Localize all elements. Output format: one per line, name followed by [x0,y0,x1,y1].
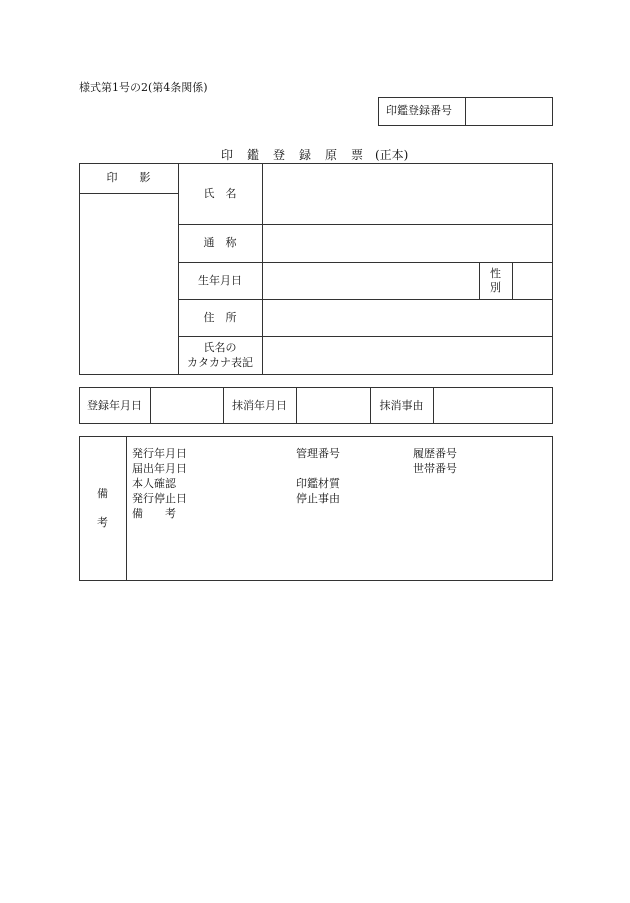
seal-impression-area[interactable] [80,195,177,373]
cancellation-reason-label: 抹消事由 [379,399,424,412]
sex-label-1: 性 [490,267,501,280]
remarks-seal-material: 印鑑材質 [296,477,340,490]
sex-field[interactable] [514,264,551,298]
name-label: 氏 名 [203,187,237,200]
form-title: 印 鑑 登 録 原 票 [221,148,365,162]
divider [178,299,553,300]
registration-number-value[interactable] [467,99,551,124]
remarks-notification-date: 届出年月日 [132,462,187,475]
alias-label: 通 称 [203,236,237,249]
divider [178,224,553,225]
katakana-label-2: カタカナ表記 [187,356,253,369]
remarks-label-1: 備 [97,487,108,500]
remarks-management-number: 管理番号 [296,447,340,460]
divider [178,262,553,263]
registration-date-field[interactable] [152,389,221,422]
cancellation-date-label: 抹消年月日 [232,399,287,412]
remarks-suspension-date: 発行停止日 [132,492,187,505]
name-field[interactable] [264,165,551,223]
divider [126,436,127,581]
divider [512,262,513,299]
sex-label-2: 別 [490,281,501,294]
divider [79,193,178,194]
registration-date-label: 登録年月日 [87,399,142,412]
remarks-label-2: 考 [97,516,108,529]
remarks-household-number: 世帯番号 [413,462,457,475]
divider [433,387,434,424]
seal-impression-label: 印 影 [106,171,151,184]
form-title-note: (正本) [375,148,409,162]
birth-date-field[interactable] [264,264,478,298]
cancellation-reason-field[interactable] [435,389,551,422]
alias-field[interactable] [264,226,551,261]
remarks-history-number: 履歴番号 [413,447,457,460]
cancellation-date-field[interactable] [298,389,368,422]
divider [150,387,151,424]
remarks-notes: 備 考 [132,507,176,520]
remarks-suspension-reason: 停止事由 [296,492,340,505]
divider [465,97,466,126]
form-number: 様式第1号の2(第4条関係) [79,81,208,94]
registration-number-label: 印鑑登録番号 [386,104,452,117]
birth-date-label: 生年月日 [198,274,242,287]
katakana-field[interactable] [264,338,551,373]
remarks-identity-check: 本人確認 [132,477,176,490]
address-field[interactable] [264,301,551,335]
divider [296,387,297,424]
katakana-label-1: 氏名の [203,341,237,354]
divider [178,336,553,337]
address-label: 住 所 [203,311,237,324]
remarks-issue-date: 発行年月日 [132,447,187,460]
divider [262,163,263,375]
